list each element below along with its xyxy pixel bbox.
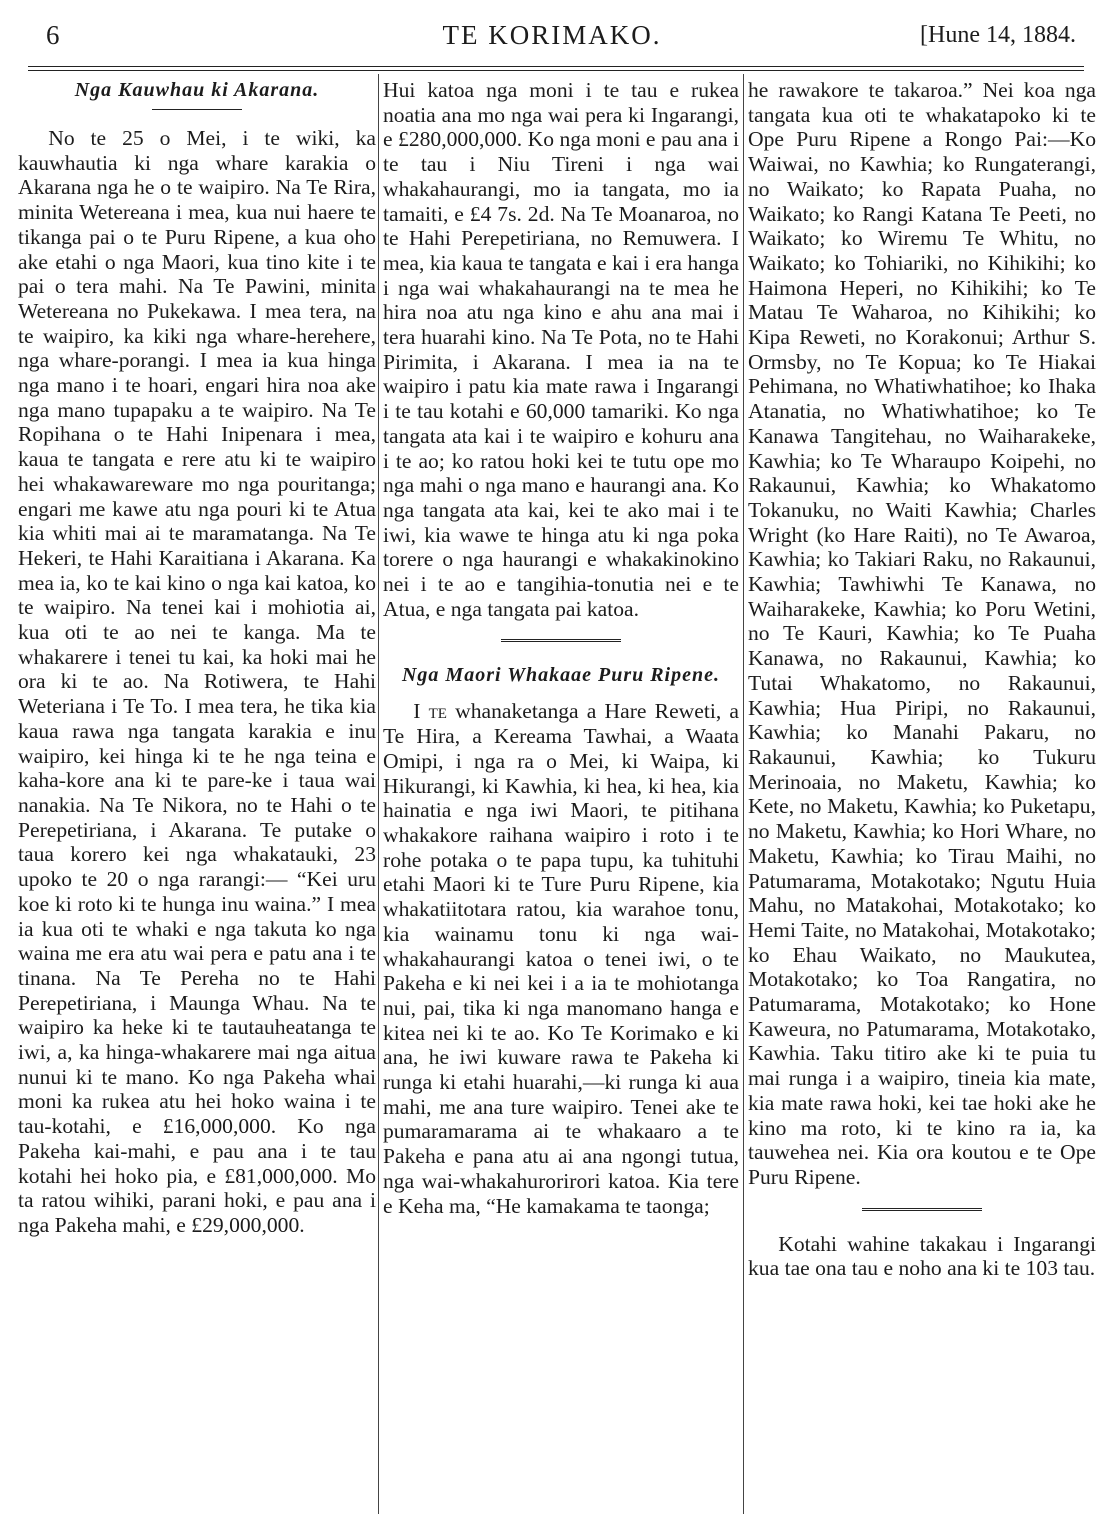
section-separator-2 <box>862 1208 982 1214</box>
column-3 <box>748 78 1096 1518</box>
header-rule-bottom <box>28 70 1084 71</box>
article-body-maori-whakaae <box>383 699 739 1218</box>
column-2 <box>383 78 739 1518</box>
column-1 <box>18 78 376 1518</box>
article-title-maori-whakaae: Nga Maori Whakaae Puru Ripene. <box>401 664 720 687</box>
issue-date: [Hune 14, 1884. <box>920 22 1076 48</box>
article-body-maori-whakaae-continued: he rawakore te takaroa.” Nei koa nga tangata kua oti te whakatapoko ki te Ope Puru Ripene a Rongo Pai:—Ko Waiwai, no Kawhia; ko Rungaterangi, no Waikato; ko Rapata Puaha, no Waikato; ko Rangi Katana Te Peeti, no Waikato; ko Wiremu Te Whitu, no Waikato; ko Tohiariki, no Kihikihi; ko Haimona Heperi, no Kihikihi; ko Te Matau Te Waharoa, no Kihikihi; ko Kipa Reweti, no Korakonui; Arthur S. Ormsby, no Te Kopua; ko Te Hiakai Pehimana, no Whatiwhatihoe; ko Ihaka Atanatia, no Whatiwhatihoe; ko Te Kanawa Tangitehau, no Waiharakeke, Kawhia; ko Te Wharaupo Koipehi, no Rakaunui, Kawhia; ko Whakatomo Tokanuku, no Waiti Kawhia; Charles Wright (ko Hare Raiti), no Te Awaroa, Kawhia; ko Takiari Raku, no Rakaunui, Kawhia; Tawhiwhi Te Kanawa, no Waiharakeke, Kawhia; ko Poru Wetini, no Te Kauri, Kawhia; ko Te Puaha Kanawa, no Rakaunui, Kawhia; ko Tutai Whakatomo, no Rakaunui, Kawhia; Hua Piripi, no Rakaunui, Kawhia; ko Manahi Pakaru, no Rakaunui, Kawhia; ko Tukuru Merinoaia, no Maketu, Kawhia; ko Kete, no Maketu, Kawhia; ko Puketapu, no Maketu, Kawhia; ko Hori Whare, no Maketu, Kawhia; ko Tirau Maihi, no Patumarama, Motakotako; Ngutu Huia Mahu, no Matakohai, Motakotako; ko Hemi Taite, no Matakohai, Motakotako; ko Ehau Waikato, no Maukutea, Motakotako; ko Toa Rangatira, no Patumarama, Motakotako; ko Hone Kaweura, no Patumarama, Motakotako, Kawhia. Taku titiro ake ki te puia tu mai runga i a waipiro, tineia kia mate, kia mate rawa hoki, kei tae hoki ake he kino ma roto, ki te kino ra ia, ka tauwehea nei. Kia ora koutou e te Ope Puru Ripene. <box>748 78 1096 1189</box>
column-divider-2 <box>743 74 744 1514</box>
masthead-title: TE KORIMAKO. <box>442 20 662 50</box>
title-underline <box>152 109 242 110</box>
article-body-kauwhau-continued: Hui katoa nga moni i te tau e rukea noatia ana mo nga wai pera ki Ingarangi, e £280,000,000. Ko nga moni e pau ana i te tau i Niu Tireni i nga wai whakahaurangi, mo ia tangata, mo ia tamaiti, e £4 7s. 2d. Na Te Moanaroa, no te Hahi Perepetiriana, no Remuwera. I mea, kia kaua te tangata e kai i era hanga i nga wai whakahaurangi na te mea he hira noa atu nga kino e ahu ana mai i tera huarahi kino. Na Te Pota, no te Hahi Pirimita, i Akarana. I mea ia na te waipiro i patu kia mate rawa i Ingarangi i te tau kotahi e 60,000 tamariki. Ko nga tangata ata kai i te waipiro e kohuru ana i te ao; ko ratou hoki kei te tutu ope mo nga mahi o nga mano e haurangi ana. Ko nga tangata ata kai, kei te ako mai i te iwi, kia wawe te hinga atu ki nga poka torere o nga haurangi e whakakinokino nei i te ao e tangihia-tonutia nei e te Atua, e nga tangata pai katoa. <box>383 78 739 621</box>
article-body-maori-whakaae-text: whanaketanga a Hare Reweti, a Te Hira, a Kereama Tawhai, a Waata Omipi, i nga ra o Mei, ki Waipa, ki Hikurangi, ki Kawhia, ki hea, ki hea, kia hainatia e nga iwi Maori, te pitihana whakakore raihana waipiro i roto i te rohe potaka o te papa tupu, ka tuhituhi etahi Maori ki te Ture Puru Ripene, kia whakatiitotara ratou, kia warahoe tonu, kia wainamu tonu ki nga wai-whakahaurangi katoa o tenei iwi, o te Pakeha e ki nei kei i a ia te mohiotanga nui, pai, tika ki nga manomano hanga e kitea nei ki te ao. Ko Te Korimako e ki ana, he iwi kuware rawa te Pakeha ki runga ki etahi huarahi,—ki runga ki aua mahi, me ana ture waipiro. Tenei ake te pumaramarama ai te whakaaro a te Pakeha e pana atu ai ana ngongi tutua, nga wai-whakahurorirori katoa. Kia tere e Keha ma, “He kamakama te taonga; <box>383 699 739 1218</box>
header-rule-top <box>28 66 1084 67</box>
page-number: 6 <box>46 20 60 50</box>
article-title-kauwhau: Nga Kauwhau ki Akarana. <box>74 79 320 101</box>
section-separator <box>501 639 621 645</box>
news-item-wahine: Kotahi wahine takakau i Ingarangi kua tae ona tau e noho ana ki te 103 tau. <box>748 1231 1096 1281</box>
page-header <box>28 16 1076 56</box>
article-lead-in: I te <box>413 699 447 724</box>
column-divider-1 <box>378 74 379 1514</box>
article-body-kauwhau: No te 25 o Mei, i te wiki, ka kauwhautia ki nga whare karakia o Akarana nga he o te waipiro. Na Te Rira, minita Wetereana i mea, kua nui haere te tikanga pai o te Puru Ripene, a kua oho ake etahi o nga Maori, kua tino kite i te pai o tera mahi. Na Te Pawini, minita Wetereana no Pukekawa. I mea tera, na te waipiro, ka kiki nga whare-herehere, nga whare-porangi. I mea ia kua hinga nga mano i te hoari, engari hira noa ake nga mano tupapaku a te waipiro. Na Te Ropihana o te Hahi Inipenara i mea, kaua te tangata e rere atu ki te waipiro hei whakawareware mo nga pouritanga; engari me kawe atu nga pouri ki te Atua kia whiti mai ai te maramatanga. Na Te Hekeri, te Hahi Karaitiana i Akarana. Ka mea ia, ko te kai kino o nga kai katoa, ko te waipiro. Na tenei kai i mohiotia ai, kua oti te ao nei te kanga. Ma te whakarere i tenei tu kai, ka hoki mai he ora ki te ao. Na Rotiwera, te Hahi Weteriana i Te To. I mea tera, he tika kia kaua rawa nga tangata karakia e inu waipiro, kei hinga ki te he nga teina e kaha-kore ana ki te pare-ke i taua wai nanakia. Na Te Nikora, no te Hahi o te Perepetiriana, i Akarana. Te putake o taua korero kei nga whakatauki, 23 upoko te 20 o nga rarangi:— “Kei uru koe ki roto ki te hunga inu waina.” I mea ia kua oti te whaki e nga takuta ko nga waina me era atu wai pera e patu ana i te tinana. Na Te Pereha no te Hahi Perepetiriana, i Maunga Whau. Na te waipiro ka heke ki te tautauheatanga te iwi, a, ka hinga-whakarere mai nga aitua nunui ki te mano. Ko nga Pakeha whai moni ka rukea atu hei hoko waina i te tau-kotahi, e £16,000,000. Ko nga Pakeha kai-mahi, e pau ana i te tau kotahi hei hoko pia, e £81,000,000. Mo ta ratou wihiki, parani hoki, e pau ana i nga Pakeha mahi, e £29,000,000. <box>18 126 376 1237</box>
